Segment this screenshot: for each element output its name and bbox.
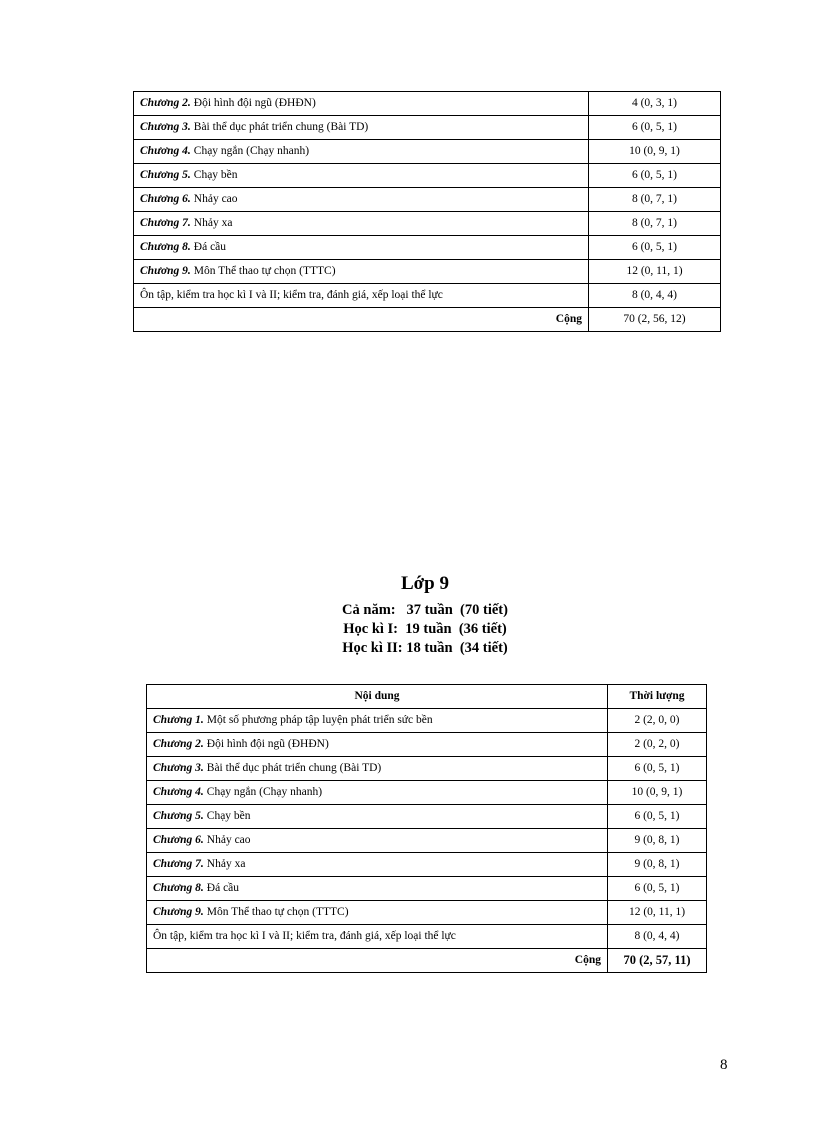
chapter-title: Đội hình đội ngũ (ĐHĐN) [206,737,329,750]
chapter-title: Bài thể dục phát triển chung (Bài TD) [206,761,382,774]
duration-cell: 6 (0, 5, 1) [608,877,707,901]
content-cell [147,805,608,829]
duration-cell: 10 (0, 9, 1) [589,140,721,164]
content-cell [134,92,589,116]
chapter-label: Chương 8. [140,240,191,253]
chapter-label: Chương 9. [140,264,191,277]
content-cell [147,925,608,949]
page-number: 8 [720,1057,728,1073]
table-row [134,116,721,140]
total-row [134,308,721,332]
table-row [134,164,721,188]
content-cell [147,781,608,805]
total-value: 70 (2, 56, 12) [589,308,721,332]
table-row [134,92,721,116]
total-label: Cộng [134,308,589,332]
duration-cell: 12 (0, 11, 1) [589,260,721,284]
header-row [147,685,707,709]
table-row [147,901,707,925]
schedule-full-year: Cả năm: 37 tuần (70 tiết) [342,602,508,618]
chapter-title: Nhảy cao [193,192,238,205]
total-row [147,949,707,973]
chapter-label: Chương 9. [153,905,204,918]
chapter-label: Chương 6. [140,192,191,205]
chapter-label: Chương 5. [140,168,191,181]
chapter-label: Chương 4. [153,785,204,798]
duration-cell: 6 (0, 5, 1) [589,116,721,140]
schedule-semester-2: Học kì II: 18 tuần (34 tiết) [342,640,508,656]
review-text: Ôn tập, kiểm tra học kì I và II; kiểm tra, đánh giá, xếp loại thể lực [153,929,456,942]
table-row [147,805,707,829]
content-cell [134,140,589,164]
table-row [147,877,707,901]
chapter-title: Một số phương pháp tập luyện phát triển sức bền [206,713,433,726]
table-row [134,212,721,236]
content-cell [147,877,608,901]
chapter-title: Chạy ngắn (Chạy nhanh) [193,144,310,157]
chapter-label: Chương 7. [153,857,204,870]
content-cell [134,116,589,140]
total-label: Cộng [147,949,608,973]
content-cell [134,212,589,236]
content-cell [147,853,608,877]
chapter-title: Môn Thể thao tự chọn (TTTC) [206,905,349,918]
table-row [134,236,721,260]
chapter-label: Chương 2. [153,737,204,750]
table-row [134,188,721,212]
chapter-title: Đội hình đội ngũ (ĐHĐN) [193,96,316,109]
table-row [147,829,707,853]
chapter-label: Chương 5. [153,809,204,822]
duration-cell: 6 (0, 5, 1) [589,164,721,188]
duration-cell: 4 (0, 3, 1) [589,92,721,116]
chapter-title: Bài thể dục phát triển chung (Bài TD) [193,120,369,133]
table-row [134,260,721,284]
duration-cell: 2 (0, 2, 0) [608,733,707,757]
chapter-label: Chương 4. [140,144,191,157]
chapter-title: Đá cầu [193,240,227,253]
duration-cell: 2 (2, 0, 0) [608,709,707,733]
table-row [134,140,721,164]
chapter-label: Chương 2. [140,96,191,109]
content-cell [147,829,608,853]
table-row [134,284,721,308]
duration-cell: 12 (0, 11, 1) [608,901,707,925]
chapter-label: Chương 1. [153,713,204,726]
duration-cell: 8 (0, 7, 1) [589,212,721,236]
chapter-label: Chương 6. [153,833,204,846]
chapter-label: Chương 3. [153,761,204,774]
section-title: Lớp 9 [400,573,449,594]
table-row [147,853,707,877]
chapter-label: Chương 8. [153,881,204,894]
header-duration: Thời lượng [608,685,707,709]
content-cell [147,757,608,781]
chapter-title: Đá cầu [206,881,240,894]
chapter-title: Chạy bền [206,809,251,822]
content-cell [147,733,608,757]
content-cell [147,901,608,925]
chapter-title: Chạy ngắn (Chạy nhanh) [206,785,323,798]
chapter-title: Nhảy xa [193,216,233,229]
content-cell [134,164,589,188]
table-row [147,757,707,781]
duration-cell: 10 (0, 9, 1) [608,781,707,805]
duration-cell: 9 (0, 8, 1) [608,853,707,877]
content-cell [134,284,589,308]
curriculum-table-previous-grade [133,91,721,332]
table-row [147,733,707,757]
header-content: Nội dung [147,685,608,709]
duration-cell: 8 (0, 7, 1) [589,188,721,212]
table-row [147,709,707,733]
content-cell [134,188,589,212]
content-cell [134,260,589,284]
chapter-title: Chạy bền [193,168,238,181]
review-text: Ôn tập, kiểm tra học kì I và II; kiểm tra, đánh giá, xếp loại thể lực [140,288,443,301]
duration-cell: 6 (0, 5, 1) [608,805,707,829]
table-row [147,781,707,805]
schedule-semester-1: Học kì I: 19 tuần (36 tiết) [343,621,507,637]
chapter-label: Chương 7. [140,216,191,229]
total-value: 70 (2, 57, 11) [608,949,707,973]
duration-cell: 6 (0, 5, 1) [608,757,707,781]
chapter-label: Chương 3. [140,120,191,133]
content-cell [134,236,589,260]
duration-cell: 8 (0, 4, 4) [608,925,707,949]
table-row [147,925,707,949]
content-cell [147,709,608,733]
chapter-title: Môn Thể thao tự chọn (TTTC) [193,264,336,277]
duration-cell: 8 (0, 4, 4) [589,284,721,308]
duration-cell: 9 (0, 8, 1) [608,829,707,853]
curriculum-table-grade-9 [146,684,707,973]
chapter-title: Nhảy cao [206,833,251,846]
duration-cell: 6 (0, 5, 1) [589,236,721,260]
chapter-title: Nhảy xa [206,857,246,870]
